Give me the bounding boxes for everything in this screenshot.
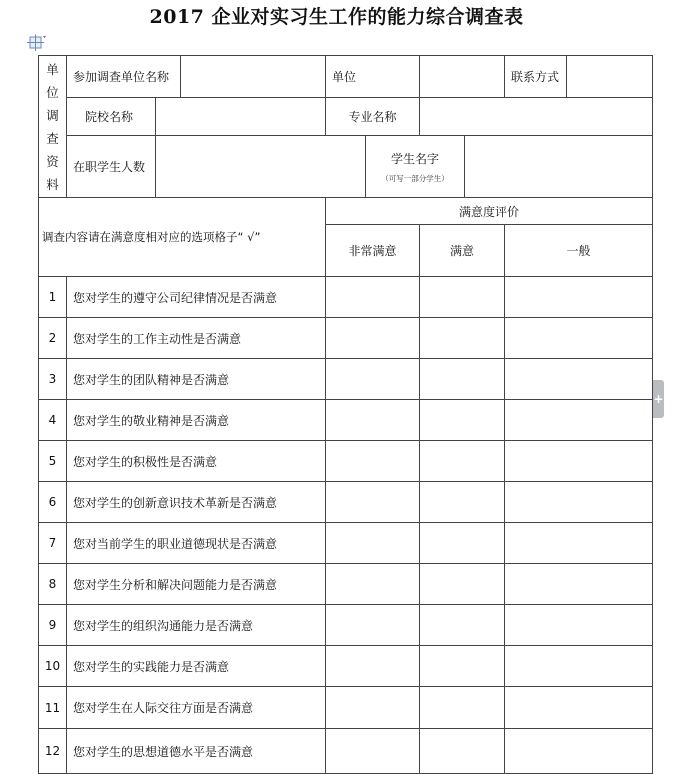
question-number: 10 <box>39 646 67 687</box>
very-satisfied-cell[interactable] <box>326 729 420 774</box>
satisfied-cell[interactable] <box>420 400 505 441</box>
average-cell[interactable] <box>505 729 653 774</box>
question-text: 您对当前学生的职业道德现状是否满意 <box>67 523 326 564</box>
average-cell[interactable] <box>505 277 653 318</box>
table-row <box>39 605 653 646</box>
question-text: 您对学生在人际交往方面是否满意 <box>67 687 326 729</box>
unit-field[interactable] <box>420 56 505 98</box>
section-label: 单 位 调 查 资 料 <box>39 56 67 198</box>
unit-survey-name-label: 参加调查单位名称 <box>67 56 181 98</box>
very-satisfied-cell[interactable] <box>326 441 420 482</box>
satisfied-cell[interactable] <box>420 482 505 523</box>
page-title: 2017 企业对实习生工作的能力综合调查表 <box>149 6 524 28</box>
average-cell[interactable] <box>505 687 653 729</box>
unit-survey-name-field[interactable] <box>181 56 326 98</box>
contact-label: 联系方式 <box>505 56 567 98</box>
add-column-icon[interactable]: + <box>653 380 664 418</box>
move-table-icon[interactable] <box>27 34 47 52</box>
very-satisfied-cell[interactable] <box>326 564 420 605</box>
satisfied-cell[interactable] <box>420 729 505 774</box>
question-text: 您对学生的工作主动性是否满意 <box>67 318 326 359</box>
question-number: 12 <box>39 729 67 774</box>
table-row <box>39 687 653 729</box>
question-text: 您对学生的积极性是否满意 <box>67 441 326 482</box>
satisfied-cell[interactable] <box>420 359 505 400</box>
average-cell[interactable] <box>505 523 653 564</box>
rating-very-satisfied: 非常满意 <box>326 225 420 277</box>
average-cell[interactable] <box>505 564 653 605</box>
intern-count-label: 在职学生人数 <box>67 136 156 198</box>
very-satisfied-cell[interactable] <box>326 482 420 523</box>
table-row <box>39 482 653 523</box>
question-text: 您对学生的团队精神是否满意 <box>67 359 326 400</box>
school-name-field[interactable] <box>156 98 326 136</box>
very-satisfied-cell[interactable] <box>326 400 420 441</box>
very-satisfied-cell[interactable] <box>326 523 420 564</box>
average-cell[interactable] <box>505 646 653 687</box>
question-number: 11 <box>39 687 67 729</box>
rating-header: 满意度评价 <box>326 198 653 225</box>
very-satisfied-cell[interactable] <box>326 605 420 646</box>
school-name-label: 院校名称 <box>67 98 156 136</box>
student-name-note: （可写一部分学生） <box>381 173 449 183</box>
student-name-field[interactable] <box>465 136 653 198</box>
question-text: 您对学生的组织沟通能力是否满意 <box>67 605 326 646</box>
satisfied-cell[interactable] <box>420 318 505 359</box>
satisfied-cell[interactable] <box>420 687 505 729</box>
satisfied-cell[interactable] <box>420 523 505 564</box>
question-number: 5 <box>39 441 67 482</box>
question-text: 您对学生的实践能力是否满意 <box>67 646 326 687</box>
very-satisfied-cell[interactable] <box>326 646 420 687</box>
table-row <box>39 523 653 564</box>
question-text: 您对学生的思想道德水平是否满意 <box>67 729 326 774</box>
average-cell[interactable] <box>505 605 653 646</box>
table-row <box>39 441 653 482</box>
question-text: 您对学生的创新意识技术革新是否满意 <box>67 482 326 523</box>
average-cell[interactable] <box>505 400 653 441</box>
table-row <box>39 646 653 687</box>
rating-satisfied: 满意 <box>420 225 505 277</box>
table-row <box>39 359 653 400</box>
table-row <box>39 729 653 774</box>
major-name-field[interactable] <box>420 98 653 136</box>
rating-average: 一般 <box>505 225 653 277</box>
question-number: 7 <box>39 523 67 564</box>
question-number: 2 <box>39 318 67 359</box>
question-number: 6 <box>39 482 67 523</box>
satisfied-cell[interactable] <box>420 564 505 605</box>
instruction-text: 调查内容请在满意度相对应的选项格子“ √” <box>39 198 326 277</box>
question-text: 您对学生分析和解决问题能力是否满意 <box>67 564 326 605</box>
very-satisfied-cell[interactable] <box>326 318 420 359</box>
satisfied-cell[interactable] <box>420 605 505 646</box>
question-number: 9 <box>39 605 67 646</box>
contact-field[interactable] <box>567 56 653 98</box>
table-row <box>39 277 653 318</box>
very-satisfied-cell[interactable] <box>326 687 420 729</box>
satisfied-cell[interactable] <box>420 441 505 482</box>
average-cell[interactable] <box>505 482 653 523</box>
question-number: 8 <box>39 564 67 605</box>
intern-count-field[interactable] <box>156 136 366 198</box>
survey-table <box>38 55 653 774</box>
satisfied-cell[interactable] <box>420 646 505 687</box>
very-satisfied-cell[interactable] <box>326 277 420 318</box>
question-number: 1 <box>39 277 67 318</box>
question-text: 您对学生的遵守公司纪律情况是否满意 <box>67 277 326 318</box>
table-row <box>39 564 653 605</box>
satisfied-cell[interactable] <box>420 277 505 318</box>
table-row <box>39 318 653 359</box>
table-row <box>39 400 653 441</box>
very-satisfied-cell[interactable] <box>326 359 420 400</box>
question-number: 3 <box>39 359 67 400</box>
average-cell[interactable] <box>505 359 653 400</box>
average-cell[interactable] <box>505 318 653 359</box>
unit-label: 单位 <box>326 56 420 98</box>
student-name-label: 学生名字 （可写一部分学生） <box>366 136 465 198</box>
major-name-label: 专业名称 <box>326 98 420 136</box>
question-number: 4 <box>39 400 67 441</box>
question-text: 您对学生的敬业精神是否满意 <box>67 400 326 441</box>
average-cell[interactable] <box>505 441 653 482</box>
